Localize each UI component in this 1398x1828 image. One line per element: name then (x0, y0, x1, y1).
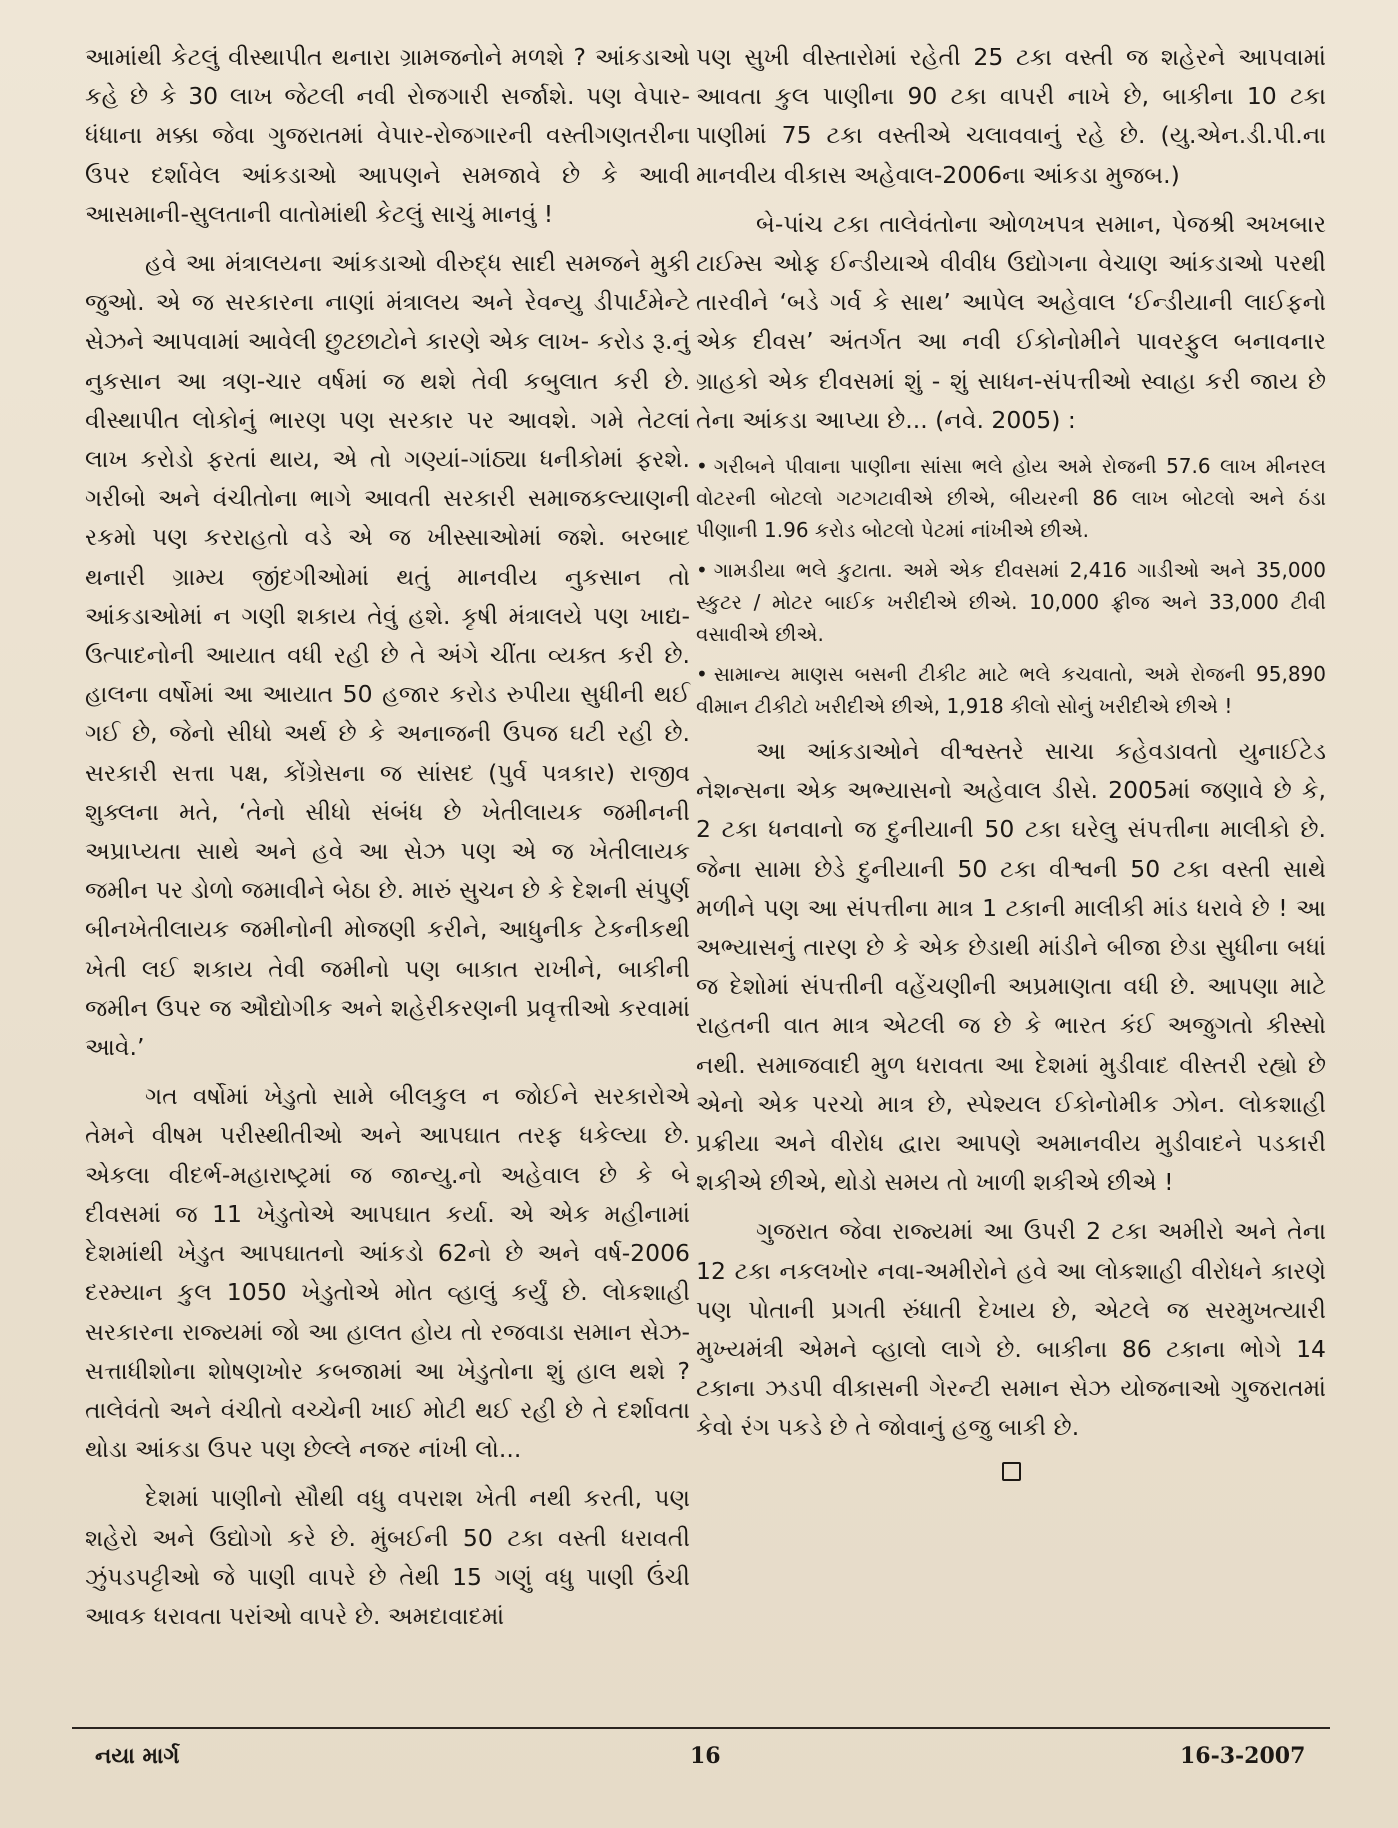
bullet-item (696, 658, 1326, 722)
page-number: 16 (690, 1743, 721, 1769)
left-column (85, 38, 690, 1646)
article-paragraph: બે-પાંચ ટકા તાલેવંતોના ઓળખપત્ર સમાન, પેજશ્રી અખબાર ટાઈમ્સ ઓફ ઈન્ડીયાએ વીવીધ ઉદ્યોગના વેચાણ આંકડાઓ પરથી તારવીને ‘બડે ગર્વ કે સાથ’ આપેલ અહેવાલ ‘ઈન્ડીયાની લાઈફનો એક દીવસ’ અંતર્ગત આ નવી ઈકોનોમીને પાવરફુલ બનાવનાર ગ્રાહકો એક દીવસમાં શું - શું સાધન-સંપત્તીઓ સ્વાહા કરી જાય છે તેના આંકડા આપ્યા છે... (નવે. 2005) : (696, 209, 1326, 434)
article-paragraph: આ આંકડાઓને વીશ્વસ્તરે સાચા કહેવડાવતો યુનાઈટેડ નેશન્સના એક અભ્યાસનો અહેવાલ ડીસે. 2005માં જણાવે છે કે, 2 ટકા ધનવાનો જ દુનીયાની 50 ટકા ઘરેલુ સંપત્તીના માલીકો છે. જેના સામા છેડે દુનીયાની 50 ટકા વીશ્વની 50 ટકા વસ્તી સાથે મળીને પણ આ સંપત્તીના માત્ર 1 ટકાની માલીકી માંડ ધરાવે છે ! આ અભ્યાસનું તારણ છે કે એક છેડાથી માંડીને બીજા છેડા સુધીના બધાં જ દેશોમાં સંપત્તીની વહેંચણીની અપ્રમાણતા વધી છે. આપણા માટે રાહતની વાત માત્ર એટલી જ છે કે ભારત કંઈ અજુગતો કીસ્સો નથી. સમાજવાદી મુળ ધરાવતા આ દેશમાં મુડીવાદ વીસ્તરી રહ્યો છે એનો એક પરચો માત્ર છે, સ્પેશ્યલ ઈકોનોમીક ઝોન. લોકશાહી પ્રક્રીયા અને વીરોધ દ્વારા આપણે અમાનવીય મુડીવાદને પડકારી શકીએ છીએ, થોડો સમય તો ખાળી શકીએ છીએ ! (696, 737, 1326, 1197)
right-column (696, 38, 1326, 1488)
statistics-bullet-list (696, 450, 1326, 722)
bullet-item (696, 554, 1326, 650)
bullet-item (696, 450, 1326, 546)
bullet-text: ગરીબને પીવાના પાણીના સાંસા ભલે હોય અમે રોજની 57.6 લાખ મીનરલ વોટરની બોટલો ગટગટાવીએ છીએ, બીયરની 86 લાખ બોટલો અને ઠંડા પીણાની 1.96 કરોડ બોટલો પેટમાં નાંખીએ છીએ. (696, 454, 1326, 543)
article-end-mark (696, 1458, 1326, 1488)
article-paragraph: હવે આ મંત્રાલયના આંકડાઓ વીરુદ્ધ સાદી સમજને મુકી જુઓ. એ જ સરકારના નાણાં મંત્રાલય અને રેવન્યુ ડીપાર્ટમેન્ટે સેઝને આપવામાં આવેલી છુટછાટોને કારણે એક લાખ- કરોડ રૂ.નું નુકસાન આ ત્રણ-ચાર વર્ષમાં જ થશે તેવી કબુલાત કરી છે. વીસ્થાપીત લોકોનું ભારણ પણ સરકાર પર આવશે. ગમે તેટલાં લાખ કરોડો ફરતાં થાય, એ તો ગણ્યાં-ગાંઠ્યા ધનીકોમાં ફરશે. ગરીબો અને વંચીતોના ભાગે આવતી સરકારી સમાજકલ્યાણની રકમો પણ કરરાહતો વડે એ જ ખીસ્સાઓમાં જશે. બરબાદ થનારી ગ્રામ્ય જીંદગીઓમાં થતું માનવીય નુકસાન તો આંકડાઓમાં ન ગણી શકાય તેવું હશે. કૃષી મંત્રાલયે પણ ખાદ્ય- ઉત્પાદનોની આયાત વધી રહી છે તે અંગે ચીંતા વ્યક્ત કરી છે. હાલના વર્ષોમાં આ આયાત 50 હજાર કરોડ રુપીયા સુધીની થઈ ગઈ છે, જેનો સીધો અર્થ છે કે અનાજની ઉપજ ઘટી રહી છે. સરકારી સત્તા પક્ષ, કોંગ્રેસના જ સાંસદ (પુર્વ પત્રકાર) રાજીવ શુક્લના મતે, ‘તેનો સીધો સંબંધ છે ખેતીલાયક જમીનની અપ્રાપ્યતા સાથે અને હવે આ સેઝ પણ એ જ ખેતીલાયક જમીન પર ડોળો જમાવીને બેઠા છે. મારું સુચન છે કે દેશની સંપુર્ણ બીનખેતીલાયક જમીનોની મોજણી કરીને, આધુનીક ટેકનીકથી ખેતી લઈ શકાય તેવી જમીનો પણ બાકાત રાખીને, બાકીની જમીન ઉપર જ ઔદ્યોગીક અને શહેરીકરણની પ્રવૃત્તીઓ કરવામાં આવે.’ (85, 249, 690, 1062)
footer-divider (72, 1727, 1330, 1729)
article-paragraph: આમાંથી કેટલું વીસ્થાપીત થનારા ગ્રામજનોને મળશે ? આંકડાઓ કહે છે કે 30 લાખ જેટલી નવી રોજગારી સર્જાશે. પણ વેપાર-ધંધાના મક્કા જેવા ગુજરાતમાં વેપાર-રોજગારની વસ્તીગણતરીના ઉપર દર્શાવેલ આંકડાઓ આપણને સમજાવે છે કે આવી આસમાની-સુલતાની વાતોમાંથી કેટલું સાચું માનવું ! (85, 43, 690, 228)
magazine-name: નયા માર્ગ (95, 1743, 180, 1769)
end-square-icon (1002, 1462, 1021, 1481)
bullet-icon: • (696, 558, 708, 583)
bullet-text: ગામડીયા ભલે કુટાતા. અમે એક દીવસમાં 2,416 ગાડીઓ અને 35,000 સ્કુટર / મોટર બાઈક ખરીદીએ છીએ. 10,000 ફ્રીજ અને 33,000 ટીવી વસાવીએ છીએ. (696, 558, 1326, 647)
article-paragraph: પણ સુખી વીસ્તારોમાં રહેતી 25 ટકા વસ્તી જ શહેરને આપવામાં આવતા કુલ પાણીના 90 ટકા વાપરી નાખે છે, બાકીના 10 ટકા પાણીમાં 75 ટકા વસ્તીએ ચલાવવાનું રહે છે. (યુ.એન.ડી.પી.ના માનવીય વીકાસ અહેવાલ-2006ના આંકડા મુજબ.) (696, 43, 1326, 189)
bullet-text: સામાન્ય માણસ બસની ટીકીટ માટે ભલે કચવાતો, અમે રોજની 95,890 વીમાન ટીકીટો ખરીદીએ છીએ, 1,918 કીલો સોનું ખરીદીએ છીએ ! (696, 662, 1326, 719)
article-paragraph: ગત વર્ષોમાં ખેડુતો સામે બીલકુલ ન જોઈને સરકારોએ તેમને વીષમ પરીસ્થીતીઓ અને આપઘાત તરફ ધકેલ્યા છે. એકલા વીદર્ભ-મહારાષ્ટ્રમાં જ જાન્યુ.નો અહેવાલ છે કે બે દીવસમાં જ 11 ખેડુતોએ આપઘાત કર્યા. એ એક મહીનામાં દેશમાંથી ખેડુત આપઘાતનો આંકડો 62નો છે અને વર્ષ-2006 દરમ્યાન કુલ 1050 ખેડુતોએ મોત વ્હાલું કર્યું છે. લોકશાહી સરકારના રાજ્યમાં જો આ હાલત હોય તો રજવાડા સમાન સેઝ-સત્તાધીશોના શોષણખોર કબજામાં આ ખેડુતોના શું હાલ થશે ? તાલેવંતો અને વંચીતો વચ્ચેની ખાઈ મોટી થઈ રહી છે તે દર્શાવતા થોડા આંકડા ઉપર પણ છેલ્લે નજર નાંખી લો... (85, 1082, 690, 1464)
bullet-icon: • (696, 454, 708, 479)
bullet-icon: • (696, 662, 708, 687)
issue-date: 16-3-2007 (1180, 1743, 1306, 1769)
article-paragraph: ગુજરાત જેવા રાજ્યમાં આ ઉપરી 2 ટકા અમીરો અને તેના 12 ટકા નકલખોર નવા-અમીરોને હવે આ લોકશાહી વીરોધને કારણે પણ પોતાની પ્રગતી રુંધાતી દેખાય છે, એટલે જ સરમુખત્યારી મુખ્યમંત્રી એમને વ્હાલો લાગે છે. બાકીના 86 ટકાના ભોગે 14 ટકાના ઝડપી વીકાસની ગેરન્ટી સમાન સેઝ યોજનાઓ ગુજરાતમાં કેવો રંગ પકડે છે તે જોવાનું હજુ બાકી છે. (696, 1217, 1326, 1442)
article-paragraph: દેશમાં પાણીનો સૌથી વધુ વપરાશ ખેતી નથી કરતી, પણ શહેરો અને ઉદ્યોગો કરે છે. મુંબઈની 50 ટકા વસ્તી ધરાવતી ઝુંપડપટ્ટીઓ જે પાણી વાપરે છે તેથી 15 ગણું વધુ પાણી ઉંચી આવક ધરાવતા પરાંઓ વાપરે છે. અમદાવાદમાં (85, 1484, 690, 1630)
